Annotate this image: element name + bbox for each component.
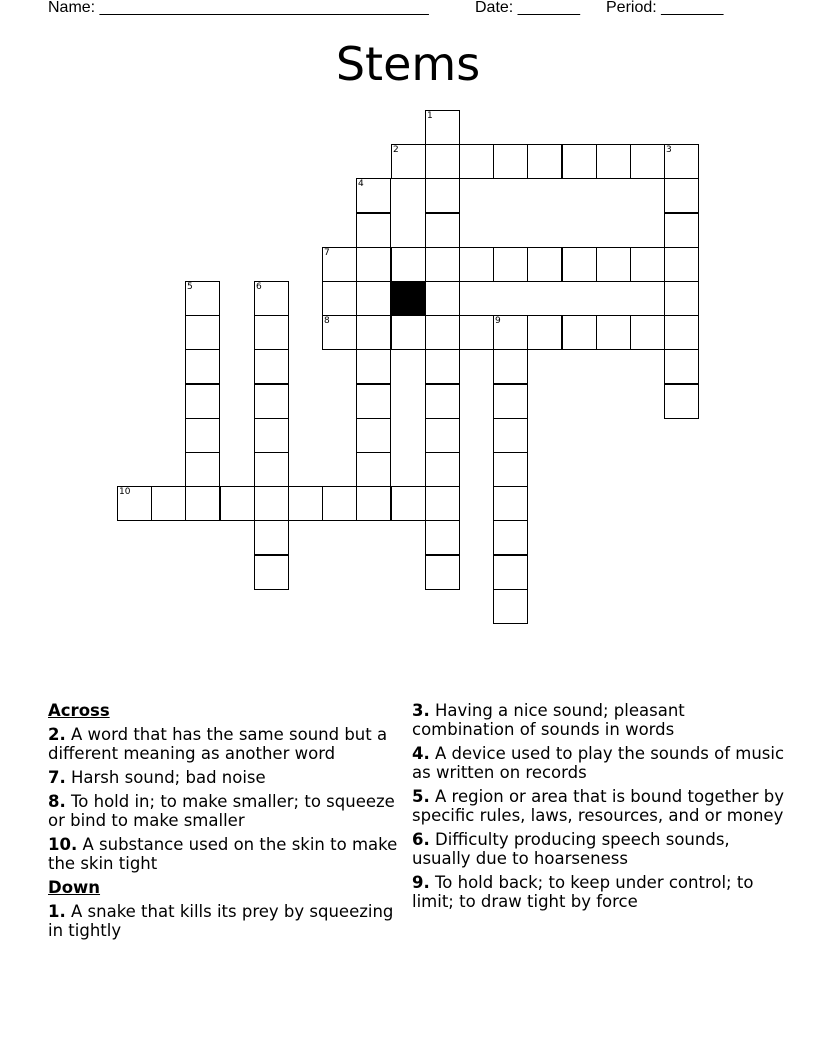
- clue-down-9: 9. To hold back; to keep under control; to limit; to draw tight by force: [412, 873, 754, 911]
- crossword-cell[interactable]: [527, 315, 562, 350]
- crossword-cell[interactable]: [459, 247, 494, 282]
- clues-right-column: [412, 701, 792, 916]
- crossword-cell[interactable]: [425, 110, 460, 145]
- page-title: Stems: [335, 37, 481, 91]
- crossword-cell[interactable]: [151, 486, 186, 521]
- crossword-cell[interactable]: [254, 384, 289, 419]
- crossword-cell[interactable]: [254, 349, 289, 384]
- crossword-cell[interactable]: [664, 213, 699, 248]
- crossword-cell[interactable]: [493, 555, 528, 590]
- crossword-cell[interactable]: [322, 247, 357, 282]
- crossword-cell[interactable]: [391, 247, 426, 282]
- clue-across-2: 2. A word that has the same sound but a different meaning as another word: [48, 725, 388, 763]
- crossword-cell[interactable]: [254, 281, 289, 316]
- crossword-cell[interactable]: [356, 281, 391, 316]
- crossword-cell[interactable]: [664, 247, 699, 282]
- crossword-cell[interactable]: [391, 144, 426, 179]
- clue-across-7: 7. Harsh sound; bad noise: [48, 768, 266, 787]
- crossword-cell[interactable]: [185, 384, 220, 419]
- crossword-cell[interactable]: [254, 555, 289, 590]
- crossword-cell[interactable]: [356, 486, 391, 521]
- crossword-cell[interactable]: [185, 486, 220, 521]
- crossword-cell[interactable]: [493, 520, 528, 555]
- crossword-cell[interactable]: [425, 418, 460, 453]
- crossword-cell[interactable]: [562, 247, 597, 282]
- crossword-cell[interactable]: [562, 144, 597, 179]
- down-heading: Down: [48, 878, 101, 897]
- crossword-cell[interactable]: [288, 486, 323, 521]
- clue-number: 2: [393, 145, 399, 155]
- crossword-cell[interactable]: [220, 486, 255, 521]
- crossword-cell[interactable]: [254, 520, 289, 555]
- date-field-label: Date: _______: [475, 0, 580, 16]
- across-heading: Across: [48, 701, 110, 720]
- crossword-cell[interactable]: [664, 349, 699, 384]
- crossword-cell[interactable]: [356, 178, 391, 213]
- crossword-cell[interactable]: [425, 555, 460, 590]
- crossword-cell[interactable]: [254, 452, 289, 487]
- crossword-cell[interactable]: [185, 452, 220, 487]
- crossword-cell[interactable]: [493, 589, 528, 624]
- crossword-cell[interactable]: [493, 247, 528, 282]
- crossword-cell[interactable]: [425, 349, 460, 384]
- crossword-cell[interactable]: [117, 486, 152, 521]
- crossword-cell[interactable]: [493, 486, 528, 521]
- crossword-cell[interactable]: [425, 452, 460, 487]
- crossword-cell[interactable]: [356, 384, 391, 419]
- crossword-cell[interactable]: [664, 281, 699, 316]
- crossword-cell[interactable]: [254, 315, 289, 350]
- crossword-cell[interactable]: [254, 418, 289, 453]
- crossword-cell[interactable]: [664, 178, 699, 213]
- crossword-cell[interactable]: [425, 315, 460, 350]
- crossword-cell[interactable]: [322, 315, 357, 350]
- crossword-cell[interactable]: [254, 486, 289, 521]
- clue-number: 8: [324, 316, 330, 326]
- crossword-cell[interactable]: [527, 247, 562, 282]
- crossword-cell[interactable]: [493, 349, 528, 384]
- crossword-cell[interactable]: [596, 315, 631, 350]
- crossword-cell[interactable]: [596, 144, 631, 179]
- crossword-cell[interactable]: [630, 315, 665, 350]
- crossword-cell[interactable]: [630, 144, 665, 179]
- clue-across-10: 10. A substance used on the skin to make the skin tight: [48, 835, 398, 873]
- clue-number: 4: [358, 179, 364, 189]
- clue-number: 9: [495, 316, 501, 326]
- clue-number: 6: [256, 282, 262, 292]
- period-field-label: Period: _______: [606, 0, 724, 16]
- crossword-cell[interactable]: [322, 486, 357, 521]
- crossword-cell[interactable]: [356, 452, 391, 487]
- crossword-cell[interactable]: [322, 281, 357, 316]
- clue-down-6: 6. Difficulty producing speech sounds, usually due to hoarseness: [412, 830, 730, 868]
- crossword-cell[interactable]: [185, 281, 220, 316]
- crossword-cell[interactable]: [356, 418, 391, 453]
- crossword-cell[interactable]: [425, 178, 460, 213]
- crossword-cell[interactable]: [356, 247, 391, 282]
- clue-number: 7: [324, 248, 330, 258]
- crossword-cell[interactable]: [425, 247, 460, 282]
- crossword-cell[interactable]: [356, 349, 391, 384]
- crossword-cell[interactable]: [459, 144, 494, 179]
- crossword-block-cell: [391, 281, 426, 316]
- crossword-cell[interactable]: [391, 486, 426, 521]
- crossword-cell[interactable]: [630, 247, 665, 282]
- crossword-cell[interactable]: [425, 384, 460, 419]
- crossword-cell[interactable]: [185, 349, 220, 384]
- crossword-cell[interactable]: [391, 315, 426, 350]
- clue-down-5: 5. A region or area that is bound together by specific rules, laws, resources, and or money: [412, 787, 785, 825]
- clue-number: 5: [187, 282, 193, 292]
- clue-across-8: 8. To hold in; to make smaller; to squeeze or bind to make smaller: [48, 792, 395, 830]
- crossword-cell[interactable]: [493, 418, 528, 453]
- crossword-cell[interactable]: [596, 247, 631, 282]
- clue-number: 10: [119, 487, 131, 497]
- crossword-cell[interactable]: [493, 144, 528, 179]
- clue-down-3: 3. Having a nice sound; pleasant combination of sounds in words: [412, 701, 685, 739]
- clue-number: 1: [427, 111, 433, 121]
- clues-left-column: [48, 701, 408, 945]
- crossword-cell[interactable]: [425, 486, 460, 521]
- crossword-cell[interactable]: [562, 315, 597, 350]
- crossword-cell[interactable]: [493, 384, 528, 419]
- clue-down-4: 4. A device used to play the sounds of music as written on records: [412, 744, 785, 782]
- crossword-cell[interactable]: [425, 213, 460, 248]
- crossword-cell[interactable]: [493, 452, 528, 487]
- crossword-cell[interactable]: [185, 418, 220, 453]
- crossword-cell[interactable]: [459, 315, 494, 350]
- crossword-cell[interactable]: [664, 144, 699, 179]
- crossword-cell[interactable]: [425, 281, 460, 316]
- clue-number: 3: [666, 145, 672, 155]
- crossword-cell[interactable]: [527, 144, 562, 179]
- crossword-cell[interactable]: [493, 315, 528, 350]
- crossword-cell[interactable]: [425, 520, 460, 555]
- crossword-cell[interactable]: [664, 384, 699, 419]
- crossword-cell[interactable]: [664, 315, 699, 350]
- clue-down-1: 1. A snake that kills its prey by squeezing in tightly: [48, 902, 394, 940]
- name-field-label: Name: _____________________________________: [48, 0, 429, 16]
- crossword-cell[interactable]: [356, 213, 391, 248]
- crossword-cell[interactable]: [425, 144, 460, 179]
- crossword-cell[interactable]: [185, 315, 220, 350]
- crossword-cell[interactable]: [356, 315, 391, 350]
